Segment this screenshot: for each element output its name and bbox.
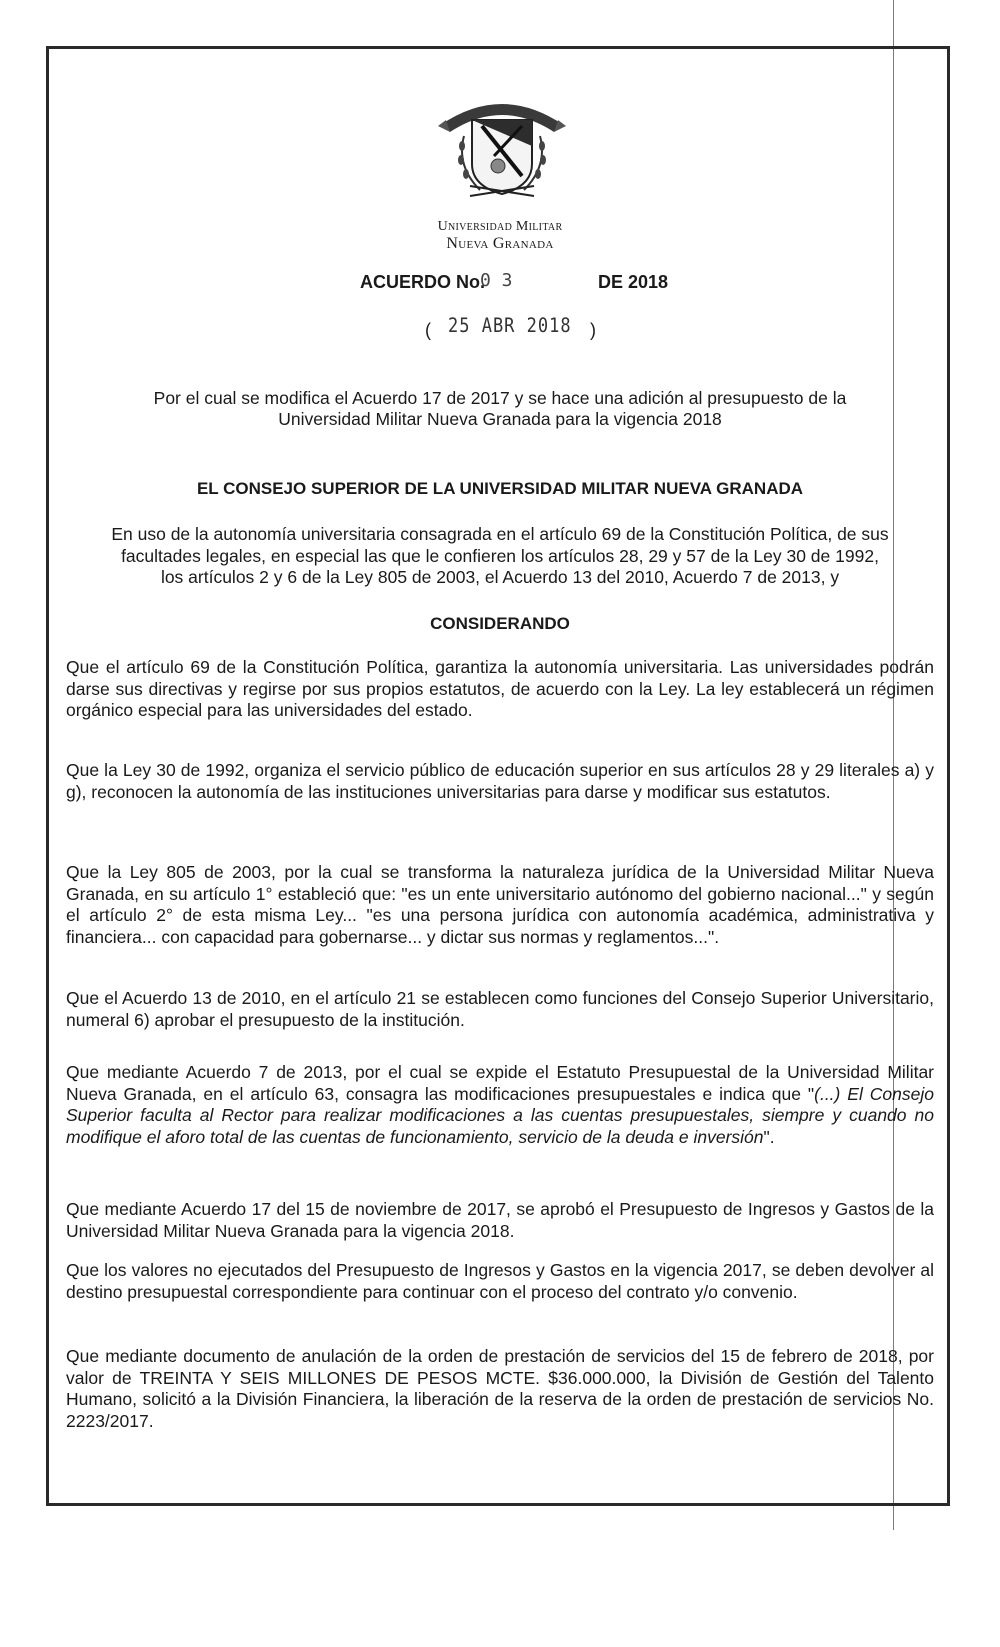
paragraph-acuerdo-7-end: ". <box>763 1126 775 1147</box>
date-stamp: 25 ABR 2018 <box>448 314 572 338</box>
preamble-line-2: facultades legales, en especial las que le confieren los artículos 28, 29 y 57 de la Ley 30 de 1992, <box>121 545 879 566</box>
preamble-line-3: los artículos 2 y 6 de la Ley 805 de 2003, el Acuerdo 13 del 2010, Acuerdo 7 de 2013, y <box>160 567 840 587</box>
date-close-paren: ) <box>590 320 596 340</box>
acuerdo-heading <box>0 272 1000 298</box>
university-crest-icon <box>436 86 568 206</box>
paragraph-constitution: Que el artículo 69 de la Constitución Política, garantiza la autonomía universitaria. Las universidades podrán darse sus directivas y regirse por sus propios estatutos, de acuerdo con la Ley. La ley establecerá un régimen orgánico especial para las universidades del estado. <box>66 657 934 720</box>
considerando-title: CONSIDERANDO <box>430 614 570 633</box>
subject-line-1: Por el cual se modifica el Acuerdo 17 de 2017 y se hace una adición al presupuesto de la <box>153 388 847 408</box>
acuerdo-year: DE 2018 <box>598 272 669 292</box>
date-stamp-row <box>0 314 1000 346</box>
subject-line-2: Universidad Militar Nueva Granada para la vigencia 2018 <box>278 409 722 429</box>
paragraph-anulacion: Que mediante documento de anulación de la orden de prestación de servicios del 15 de febrero de 2018, por valor de TREINTA Y SEIS MILLONES DE PESOS MCTE. $36.000.000, la División de Gestión del Talento Humano, solicitó a la División Financiera, la liberación de la reserva de la orden de prestación de servicios No. 2223/2017. <box>66 1346 934 1431</box>
paragraph-acuerdo-7-text: Que mediante Acuerdo 7 de 2013, por el cual se expide el Estatuto Presupuestal de la Universidad Militar Nueva Granada, en el artículo 63, consagra las modificaciones presupuestales e indica que " <box>66 1062 934 1104</box>
institution-line-1: Universidad Militar <box>437 219 563 234</box>
acuerdo-label: ACUERDO No. <box>360 272 485 292</box>
preamble <box>66 524 934 589</box>
institution-line-2: Nueva Granada <box>446 235 554 252</box>
acuerdo-number: 0 3 <box>480 270 513 291</box>
paragraph-valores-no-ejecutados: Que los valores no ejecutados del Presupuesto de Ingresos y Gastos en la vigencia 2017, se deben devolver al destino presupuestal correspondiente para continuar con el proceso del contrato y/o convenio. <box>66 1260 934 1302</box>
council-title: EL CONSEJO SUPERIOR DE LA UNIVERSIDAD MILITAR NUEVA GRANADA <box>196 479 804 498</box>
paragraph-acuerdo-7 <box>66 1062 934 1148</box>
paragraph-acuerdo-17: Que mediante Acuerdo 17 del 15 de noviembre de 2017, se aprobó el Presupuesto de Ingresos y Gastos de la Universidad Militar Nueva Granada para la vigencia 2018. <box>66 1199 934 1241</box>
preamble-line-1: En uso de la autonomía universitaria consagrada en el artículo 69 de la Constitución Política, de sus <box>111 524 889 544</box>
document-subject <box>66 388 934 430</box>
paragraph-acuerdo-7-quote: (...) El Consejo Superior faculta al Rector para realizar modificaciones a las cuentas presupuestales, siempre y cuando no modifique el aforo total de las cuentas de funcionamiento, servicio de la deuda e inversión <box>66 1083 934 1147</box>
paragraph-ley-805: Que la Ley 805 de 2003, por la cual se transforma la naturaleza jurídica de la Universidad Militar Nueva Granada, en su artículo 1° estableció que: "es un ente universitario autónomo del gobierno nacional..." y según el artículo 2° de esta misma Ley... "es una persona jurídica con autonomía académica, administrativa y financiera... con capacidad para gobernarse... y dictar sus normas y reglamentos...". <box>66 862 934 947</box>
paragraph-ley-30: Que la Ley 30 de 1992, organiza el servicio público de educación superior en sus artículos 28 y 29 literales a) y g), reconocen la autonomía de las instituciones universitarias para darse y modificar sus estatutos. <box>66 760 934 802</box>
date-open-paren: ( <box>425 320 431 340</box>
institution-name <box>350 218 650 252</box>
paragraph-acuerdo-13: Que el Acuerdo 13 de 2010, en el artículo 21 se establecen como funciones del Consejo Superior Universitario, numeral 6) aprobar el presupuesto de la institución. <box>66 988 934 1030</box>
